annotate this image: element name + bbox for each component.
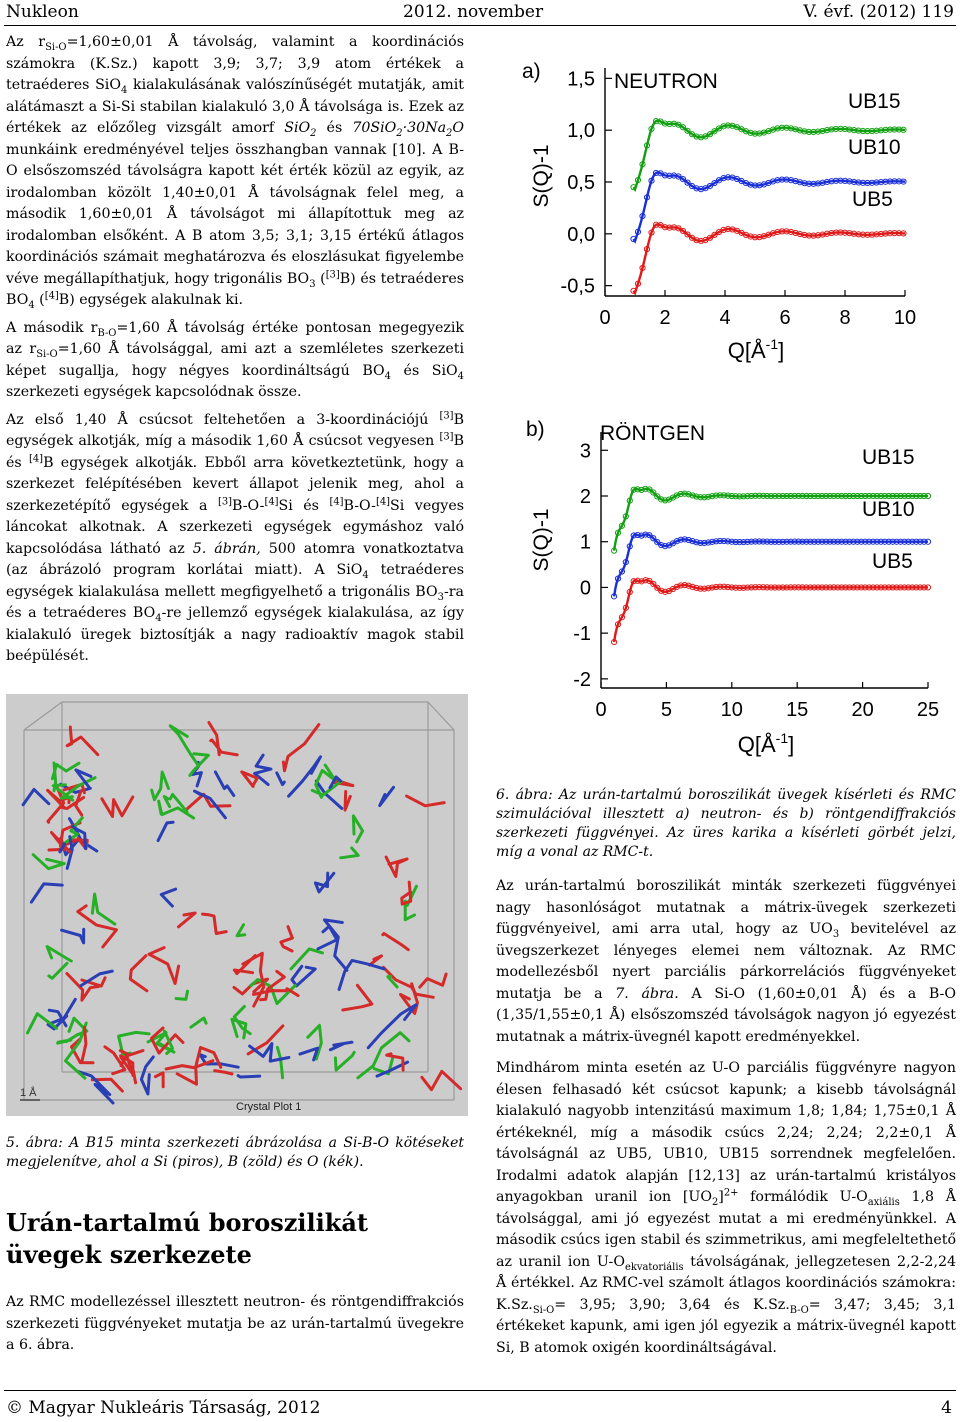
panel-label: a) xyxy=(522,60,541,83)
x-tick-label: 2 xyxy=(659,307,671,329)
bond xyxy=(238,1076,260,1077)
x-tick-label: 25 xyxy=(916,699,940,721)
left-paragraph-3: Az első 1,40 Å csúcsot feltehetően a 3-koordinációjú [3]B egységek alkotják, míg a második 1,60 Å csúcsot vegyesen [3]B és [4]B egységek alkotják. Ebből arra következtetünk, hogy a szerkezet felépítésében kevert állapot jelenik meg, ahol a szerkezetépítő egységek a [3]B-O-[4]Si és [4]B-O-[4]Si vegyes láncokat alkotnak. A szerkezeti egységek egymáshoz való kapcsolódása látható az 5. ábrán, 500 atomra vonatkoztatva (az ábrázoló program korlátai miatt). A SiO$_4$ tetraéderes egységek kialakulása mellett megfigyelhető a trigonális $BO_3-ra$ és a tetraéderes $BO_4-re$ jellemző egységek kialakulása, az így kialakuló üregek biztosítják a nagy radioaktív magok stabil beépülését. xyxy=(6,409,465,664)
y-tick-label: 0,0 xyxy=(567,223,595,246)
y-axis-label: S(Q)-1 xyxy=(530,144,553,208)
y-tick-label: 1 xyxy=(579,531,591,554)
volume-info: V. évf. (2012) 119 xyxy=(803,2,954,22)
footer-rule xyxy=(4,1390,956,1391)
plot-label: Crystal Plot 1 xyxy=(236,1101,302,1113)
page-number: 4 xyxy=(941,1398,952,1418)
series-label: UB10 xyxy=(848,136,901,159)
header-rule xyxy=(4,25,956,26)
y-tick-label: 1,0 xyxy=(567,120,595,143)
x-tick-label: 15 xyxy=(786,699,809,721)
y-tick-label: 1,5 xyxy=(567,68,595,91)
x-tick-label: 10 xyxy=(720,699,743,721)
y-tick-label: 0,5 xyxy=(567,172,595,194)
right-column xyxy=(496,876,956,1365)
y-tick-label: -1 xyxy=(573,623,591,646)
structure-figure xyxy=(6,694,468,1116)
x-tick-label: 0 xyxy=(595,699,607,721)
series-label: UB15 xyxy=(848,90,901,113)
y-tick-label: -2 xyxy=(573,668,591,691)
y-axis-label: S(Q)-1 xyxy=(530,508,553,572)
y-tick-label: 2 xyxy=(579,486,591,508)
x-tick-label: 0 xyxy=(599,307,611,329)
section-intro xyxy=(6,1292,464,1363)
y-tick-label: -0,5 xyxy=(560,275,595,298)
y-tick-label: 0 xyxy=(579,577,591,600)
journal-name: Nukleon xyxy=(6,2,79,22)
series-label: UB5 xyxy=(872,550,913,573)
chart-xray xyxy=(476,412,960,772)
figure6-caption: 6. ábra: Az urán-tartalmú boroszilikát üvegek kísérleti és RMC szimulációval illesztett a) neutron- és b) röntgendiffrakciós szerkezeti függvényei. Az üres karika a kísérleti görbét jelzi, míg a vonal az RMC-t. xyxy=(496,787,956,860)
series-label: UB15 xyxy=(862,446,915,469)
copyright: © Magyar Nukleáris Társaság, 2012 xyxy=(6,1398,321,1418)
chart-title: NEUTRON xyxy=(614,70,718,93)
x-tick-label: 6 xyxy=(779,307,791,329)
x-tick-label: 10 xyxy=(893,307,917,329)
x-tick-label: 8 xyxy=(839,307,851,329)
chart-title: RÖNTGEN xyxy=(600,422,705,445)
right-paragraph-1: Az urán-tartalmú boroszilikát minták szerkezeti függvényei nagy hasonlóságot mutatnak a mátrix-üvegek szerkezeti függvényeivel, ami arra utal, hogy az $UO_3$ bevitelével az üvegszerkezet lényeges elemei nem változnak. Az RMC modellezésből nyert parciális párkorrelációs függvényeket mutatja be a 7. ábra. A Si-O (1,60±0,01 Å) és a B-O (1,35/1,55±0,1 Å) elsőszomszéd távolságok nagyon jó egyezést mutatnak a mátrix-üvegnél kapott eredményekkel. xyxy=(496,878,956,1045)
y-tick-label: 3 xyxy=(579,440,591,463)
series-line-ub5 xyxy=(634,224,906,293)
left-column xyxy=(6,32,464,674)
x-axis-label: $Q[Å^{-1}]$ xyxy=(737,730,795,757)
section-heading: Urán-tartalmú boroszilikát üvegek szerkezete xyxy=(6,1208,368,1269)
x-tick-label: 4 xyxy=(719,307,731,329)
chart-neutron xyxy=(476,48,960,384)
x-tick-label: 20 xyxy=(851,699,874,721)
series-label: UB5 xyxy=(852,188,893,211)
section-intro-text: Az RMC modellezéssel illesztett neutron- és röntgendiffrakciós szerkezeti függvényeket mutatja be az urán-tartalmú üvegekre a 6. ábra. xyxy=(6,1294,464,1353)
x-tick-label: 5 xyxy=(660,699,672,721)
x-axis-label: $Q[Å^{-1}]$ xyxy=(727,336,785,363)
series-line-ub5 xyxy=(614,580,928,642)
page-footer xyxy=(0,1390,960,1420)
running-header xyxy=(0,0,960,26)
left-paragraph-1: Az $r_{Si-O}=1,60\pm 0,01$ Å távolság, valamint a koordinációs számokra (K.Sz.) kapott 3,9; 3,7; 3,9 atom értékek a tetraéderes SiO$_4$ kialakulásának valószínűségét mutatják, amit alátámaszt a Si-Si stabilan kialakuló 3,0 Å távolsága is. Ezek az értékek az előzőleg vizsgált amorf SiO$_2$ és $70SiO_2\cdot 30Na_2O$ munkáink eredményével teljes összhangban vannak [10]. A B-O elsőszomszéd távolságra kapott két érték közül az egyik, az irodalomban közölt 1,40±0,01 Å távolságnak felel meg, a második 1,60±0,01 Å távolságot mi állapítottuk meg az irodalomban elsőként. A B atom 3,5; 3,1; 3,15 értékű átlagos koordinációs számait meghatározva és eloszlásukat figyelembe véve megállapíthatjuk, hogy trigonális $BO_3$ ([3]B) és tetraéderes $BO_4$ ([4]B) egységek alakulnak ki. xyxy=(6,34,465,311)
right-paragraph-2: Mindhárom minta esetén az U-O parciális függvényre nagyon élesen felhasadó két csúcsot kapunk; a kisebb távolságnál kialakuló nagyobb intenzitású maximum 1,8; 1,84; 1,75±0,1 Å értékeknél, míg a második csúcs 2,24; 2,24; 2,2±0,1 Å távolságnál az UB5, UB10, UB15 sorrendnek megfelelően. Irodalmi adatok alapján [12,13] az urán-tartalmú kristályos anyagokban uranil ion $[UO_2]^{2+}$ formálódik $U-O_{axiális}$ 1,8 Å távolsággal, ami jó egyezést mutat a mi eredményünkkel. A második csúcs igen stabil és szimmetrikus, ami megfeleltethető az uranil ion $U-O_{ekvatoriális}$ távolságának, jellegzetesen 2,2-2,24 Å értékkel. Az RMC-vel számolt átlagos koordinációs számokra: $K.Sz._{Si-O}= 3,95$; 3,90; 3,64 és $K.Sz._{B-O}= 3,47$; 3,45; 3,1 értékeket kapunk, ami igen jól egyezik a mátrix-üvegnél kapott Si, B atomok oxigén koordináltságával. xyxy=(496,1060,957,1356)
structure-image xyxy=(6,694,468,1116)
panel-label: b) xyxy=(526,418,545,441)
figure5-caption: 5. ábra: A B15 minta szerkezeti ábrázolása a Si-B-O kötéseket megjelenítve, ahol a Si (piros), B (zöld) és O (kék). xyxy=(6,1135,464,1170)
left-paragraph-2: A második $r_{B-O}=1,60$ Å távolság értéke pontosan megegyezik az $r_{Si-O}=1,60$ Å távolsággal, ami azt a szemléletes szerkezeti képet sugallja, hogy négyes koordináltságú $BO_4$ és SiO$_4$ szerkezeti egységek kapcsolódnak össze. xyxy=(6,319,465,400)
scale-label: 1 Å xyxy=(20,1087,37,1099)
series-label: UB10 xyxy=(862,498,915,521)
issue-date: 2012. november xyxy=(403,2,544,22)
